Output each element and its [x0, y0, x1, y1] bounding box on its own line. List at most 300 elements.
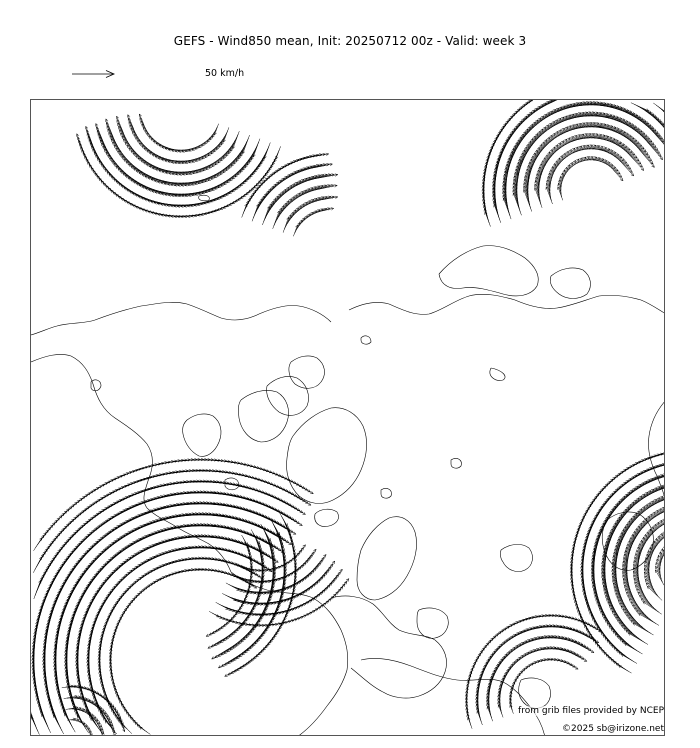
- wind-vector: [226, 140, 235, 156]
- map-canvas: [31, 100, 665, 736]
- wind-vector: [295, 222, 300, 233]
- coastlines: [31, 195, 665, 736]
- wind-vector: [215, 178, 231, 189]
- wind-vector: [120, 171, 137, 181]
- wind-vector: [131, 167, 149, 176]
- wind-vector: [99, 137, 109, 154]
- wind-vector: [255, 199, 263, 216]
- wind-vector: [507, 126, 517, 143]
- wind-vector: [237, 176, 249, 188]
- wind-vector: [31, 710, 37, 728]
- wind-vector: [113, 164, 128, 176]
- wind-vector: [124, 159, 141, 170]
- wind-vector: [134, 135, 145, 146]
- wind-vector: [288, 505, 305, 515]
- wind-vector: [149, 136, 159, 143]
- wind-vector: [243, 154, 253, 171]
- wind-vector: [112, 142, 125, 157]
- wind-vector: [77, 673, 82, 692]
- wind-vector: [284, 515, 302, 526]
- wind-vector: [59, 697, 68, 717]
- wind-vector: [85, 602, 91, 621]
- wind-vector: [233, 634, 247, 648]
- wind-vector: [634, 104, 652, 113]
- wind-vector: [88, 593, 96, 611]
- wind-vector: [569, 159, 579, 170]
- wind-vector: [125, 176, 142, 185]
- wind-vector: [280, 199, 291, 215]
- wind-vector: [223, 630, 236, 642]
- wind-vector: [247, 148, 256, 165]
- wind-vector: [114, 559, 128, 573]
- wind-vector: [231, 134, 238, 151]
- wind-vector: [244, 624, 256, 640]
- wind-vector: [211, 142, 221, 154]
- wind-vector: [547, 145, 558, 164]
- wind-vector: [298, 218, 305, 228]
- wind-vector: [225, 669, 238, 677]
- wind-vector: [215, 151, 227, 165]
- wind-vector: [572, 158, 583, 167]
- wind-vector: [126, 162, 143, 172]
- wind-vector: [261, 149, 268, 165]
- wind-vector: [208, 144, 219, 156]
- wind-vector: [128, 118, 135, 132]
- wind-vector: [146, 133, 155, 141]
- wind-vector: [272, 191, 284, 207]
- wind-vector: [222, 593, 236, 600]
- wind-vector-head: [528, 127, 531, 130]
- wind-vector: [109, 158, 123, 171]
- wind-vector: [127, 190, 143, 197]
- wind-vector: [236, 144, 245, 162]
- wind-vector: [195, 188, 213, 195]
- wind-vector: [290, 168, 306, 177]
- wind-vector: [276, 174, 290, 186]
- wind-vector: [221, 146, 232, 161]
- wind-vector: [272, 178, 285, 191]
- wind-vector: [236, 632, 249, 647]
- wind-vector: [221, 174, 236, 187]
- wind-vector: [256, 538, 263, 554]
- wind-vector: [221, 131, 227, 145]
- wind-vector: [70, 696, 79, 715]
- wind-vector: [567, 146, 582, 157]
- wind-vector: [245, 151, 254, 168]
- wind-vector: [109, 132, 120, 149]
- wind-vector: [531, 103, 546, 115]
- wind-vector: [97, 559, 111, 575]
- wind-vector: [208, 640, 223, 649]
- wind-vector: [611, 168, 622, 178]
- wind-vector: [208, 169, 224, 181]
- wind-vector: [655, 134, 665, 151]
- wind-vector: [146, 165, 164, 170]
- wind-vector: [608, 153, 625, 161]
- wind-vector: [40, 711, 49, 730]
- wind-vector: [261, 524, 271, 541]
- wind-vector: [209, 611, 219, 617]
- wind-vector: [251, 142, 258, 160]
- wind-vector: [519, 112, 532, 127]
- wind-vector: [145, 177, 164, 182]
- wind-vector: [622, 148, 639, 161]
- wind-vector: [264, 143, 270, 159]
- wind-vector: [124, 538, 141, 550]
- wind-vector: [645, 111, 661, 122]
- wind-vector: [147, 529, 166, 538]
- wind-vector: [253, 139, 260, 157]
- wind-vector: [230, 637, 244, 651]
- wind-vector: [101, 143, 112, 159]
- wind-vector: [646, 583, 660, 598]
- wind-vector: [524, 108, 538, 122]
- wind-vector: [257, 626, 267, 642]
- wind-vector: [515, 116, 527, 132]
- wind-vector: [123, 139, 136, 153]
- wind-vector: [202, 138, 210, 147]
- wind-vector: [31, 707, 36, 725]
- wind-vector: [545, 147, 555, 166]
- wind-vector: [526, 106, 540, 119]
- wind-vector: [226, 155, 238, 171]
- wind-vector: [653, 132, 665, 148]
- wind-vector: [551, 100, 569, 103]
- wind-vector: [621, 162, 633, 176]
- wind-vector: [217, 634, 231, 645]
- wind-vector: [564, 147, 578, 159]
- wind-vector: [133, 182, 151, 189]
- wind-vector: [226, 583, 240, 591]
- wind-vector: [202, 149, 214, 159]
- wind-vector: [247, 636, 259, 651]
- wind-vector: [494, 201, 500, 220]
- wind-vector: [664, 111, 665, 122]
- wind-vector: [133, 153, 149, 163]
- wind-vector: [121, 157, 137, 169]
- wind-vector: [593, 160, 607, 161]
- wind-vector: [108, 155, 122, 169]
- wind-vector: [229, 153, 241, 169]
- wind-vector: [93, 149, 103, 163]
- wind-vector: [205, 183, 222, 193]
- wind-vector: [103, 146, 115, 161]
- wind-vector: [131, 180, 149, 188]
- wind-vector: [237, 646, 251, 659]
- wind-vector: [227, 169, 241, 183]
- wind-vector: [302, 214, 310, 223]
- wind-vector: [503, 134, 511, 152]
- wind-vector: [257, 587, 261, 604]
- wind-vector: [613, 170, 623, 181]
- wind-vector: [226, 627, 238, 639]
- wind-vector: [218, 176, 233, 188]
- wind-vector: [274, 189, 286, 205]
- wind-vector: [128, 164, 145, 174]
- wind-vector: [227, 639, 242, 652]
- map-title: GEFS - Wind850 mean, Init: 20250712 00z - Valid: week 3: [173, 34, 527, 48]
- wind-vector: [284, 215, 291, 230]
- wind-vector: [645, 579, 657, 595]
- wind-vector: [216, 602, 229, 609]
- wind-vector: [228, 652, 243, 664]
- wind-vector: [294, 189, 310, 200]
- wind-vector: [123, 174, 140, 184]
- wind-vector: [224, 641, 239, 654]
- wind-vector: [120, 133, 131, 148]
- wind-vector: [214, 165, 229, 178]
- wind-vector: [221, 643, 237, 655]
- wind-vector: [143, 555, 158, 564]
- wind-vector: [211, 167, 227, 180]
- wind-vector: [119, 130, 130, 145]
- wind-vector: [129, 549, 145, 561]
- wind-vector: [129, 148, 144, 159]
- wind-vector: [293, 225, 297, 236]
- wind-vector: [239, 141, 247, 159]
- wind-vector: [112, 561, 126, 575]
- wind-vector: [212, 649, 229, 659]
- wind-vector: [117, 617, 122, 629]
- wind-vector: [280, 543, 285, 562]
- wind-vector: [96, 155, 107, 169]
- wind-vector: [263, 186, 274, 201]
- wind-vector: [241, 138, 249, 156]
- wind-vector: [299, 176, 317, 185]
- wind-vector: [212, 127, 217, 138]
- wind-vector: [300, 216, 308, 225]
- wind-vector: [117, 151, 132, 164]
- wind-vector: [285, 181, 301, 194]
- wind-vector: [206, 158, 220, 170]
- wind-vector: [248, 603, 255, 619]
- wind-vector: [226, 185, 240, 196]
- wind-vector: [253, 613, 262, 631]
- wind-vector: [297, 188, 313, 199]
- wind-vector: [493, 198, 498, 217]
- wind-vector: [105, 169, 118, 181]
- wind-vector: [296, 202, 308, 213]
- wind-vector: [85, 555, 98, 573]
- wind-vector: [268, 196, 278, 213]
- wind-vector: [253, 532, 261, 547]
- wind-vector: [282, 196, 294, 211]
- wind-vector: [637, 106, 654, 115]
- wind-vector: [548, 143, 560, 161]
- wind-vector: [280, 184, 294, 198]
- wind-vector: [266, 614, 274, 631]
- wind-vector: [560, 135, 577, 148]
- wind-vector: [74, 599, 81, 619]
- wind-vector: [534, 101, 550, 113]
- wind-vector: [135, 138, 147, 148]
- wind-vector: [138, 544, 155, 554]
- wind-vector: [306, 198, 320, 206]
- wind-vector: [211, 638, 225, 647]
- wind-vector: [135, 533, 153, 543]
- wind-vector: [224, 127, 229, 142]
- wind-vector: [116, 166, 132, 178]
- wind-vector: [287, 169, 302, 179]
- wind-vector: [111, 139, 123, 155]
- wind-vector: [218, 645, 234, 656]
- wind-vector: [215, 124, 219, 135]
- wind-vector: [262, 620, 271, 637]
- wind-vector: [208, 182, 225, 192]
- wind-vector: [560, 150, 572, 164]
- wind-vector: [212, 180, 228, 191]
- wind-vector: [111, 547, 127, 561]
- wind-vector: [295, 496, 311, 505]
- wind-vector: [224, 143, 234, 159]
- wind-vector: [564, 165, 570, 178]
- wind-vector: [214, 636, 228, 646]
- wind-vector: [293, 204, 304, 216]
- wind-vector: [89, 139, 97, 154]
- wind-vector: [106, 122, 114, 140]
- wind-vector: [291, 205, 301, 218]
- wind-vector: [151, 139, 162, 145]
- wind-vector: [231, 150, 242, 167]
- wind-vector: [269, 180, 281, 193]
- legend-arrow-icon: [70, 66, 120, 82]
- wind-vector: [287, 210, 295, 224]
- wind-vector: [647, 586, 662, 600]
- wind-vector: [137, 141, 149, 151]
- wind-vector: [656, 105, 665, 115]
- wind-vector: [293, 167, 309, 175]
- wind-vector: [229, 625, 241, 638]
- map-panel: [30, 99, 665, 736]
- wind-vector: [661, 109, 665, 119]
- wind-vector: [292, 190, 307, 202]
- wind-vector: [289, 208, 298, 221]
- wind-vector: [83, 579, 93, 598]
- wind-vector-head: [663, 546, 665, 549]
- wind-vector: [111, 161, 126, 174]
- wind-vector: [205, 135, 213, 144]
- legend-label: 50 km/h: [205, 68, 245, 79]
- wind-vector: [119, 154, 134, 167]
- wind-vector: [240, 156, 251, 172]
- wind-vector: [256, 196, 264, 212]
- wind-vector: [145, 130, 154, 138]
- wind-vector: [567, 160, 576, 172]
- wind-vector: [278, 185, 292, 200]
- wind-vector: [547, 183, 552, 201]
- wind-vector: [663, 541, 665, 557]
- wind-vector: [288, 179, 304, 191]
- wind-vector: [663, 126, 665, 141]
- wind-vector: [504, 131, 512, 149]
- wind-vector: [47, 575, 55, 595]
- wind-vector: [86, 126, 92, 142]
- wind-vector: [239, 615, 248, 629]
- wind-vector: [195, 176, 213, 185]
- wind-vector: [139, 143, 152, 152]
- wind-vector: [285, 195, 298, 210]
- wind-vector: [202, 185, 219, 194]
- wind-vector: [261, 188, 271, 203]
- wind-vector: [264, 204, 272, 222]
- wind-vector: [205, 171, 222, 182]
- wind-vector: [511, 121, 522, 137]
- wind-vector: [199, 162, 215, 172]
- wind-vector: [506, 128, 515, 146]
- wind-vector: [501, 139, 508, 158]
- wind-vector: [122, 136, 134, 150]
- wind-vector: [291, 178, 308, 189]
- wind-vector: [265, 184, 276, 198]
- wind-vector: [602, 150, 620, 155]
- wind-vector: [205, 147, 216, 158]
- wind-vector: [135, 156, 151, 165]
- wind-vector: [270, 194, 281, 211]
- wind-vector: [562, 148, 575, 161]
- wind-vector: [542, 152, 550, 172]
- wind-vector: [538, 109, 556, 123]
- wind-vector: [550, 169, 551, 187]
- wind-vector: [54, 588, 61, 609]
- wind-vector: [127, 145, 141, 157]
- wind-vector: [132, 131, 142, 143]
- wind-vector: [128, 178, 146, 186]
- wind-vector: [249, 619, 260, 636]
- wind-vector: [265, 201, 273, 219]
- wind-vector: [255, 628, 266, 644]
- wind-vector: [149, 153, 164, 158]
- wind-vector: [244, 609, 252, 624]
- wind-vector: [249, 145, 257, 163]
- wind-vector: [283, 217, 289, 232]
- wind-vector: [218, 149, 230, 164]
- wind-vector: [223, 158, 236, 173]
- wind-vector: [250, 634, 262, 649]
- wind-vector: [120, 570, 132, 583]
- wind-vector: [267, 182, 279, 196]
- wind-vector: [253, 201, 260, 218]
- wind-vector: [242, 641, 255, 655]
- wind-vector: [233, 131, 239, 149]
- wind-vector: [243, 135, 250, 154]
- wind-vector: [289, 191, 303, 204]
- wind-vector: [508, 151, 512, 173]
- wind-vector: [259, 604, 266, 622]
- wind-vector: [125, 142, 138, 155]
- wind-vector: [309, 197, 324, 204]
- wind-vector: [156, 527, 176, 534]
- wind-vector: [238, 159, 249, 175]
- wind-vector: [252, 204, 258, 221]
- wind-vector: [103, 166, 115, 178]
- wind-vector: [106, 586, 115, 601]
- wind-vector: [502, 136, 509, 154]
- wind-vector: [287, 193, 301, 207]
- wind-vector: [217, 163, 231, 177]
- wind-vector: [102, 591, 111, 607]
- wind-vector: [619, 160, 633, 173]
- wind-vector: [104, 149, 117, 164]
- wind-vector: [141, 198, 158, 202]
- wind-vector: [106, 152, 119, 166]
- wind-vector: [232, 164, 245, 179]
- wind-vector: [262, 206, 269, 225]
- wind-vector: [266, 198, 275, 216]
- wind-vector: [210, 194, 225, 202]
- wind-vector: [232, 623, 243, 636]
- wind-vector: [239, 629, 252, 644]
- wind-vector: [643, 109, 660, 120]
